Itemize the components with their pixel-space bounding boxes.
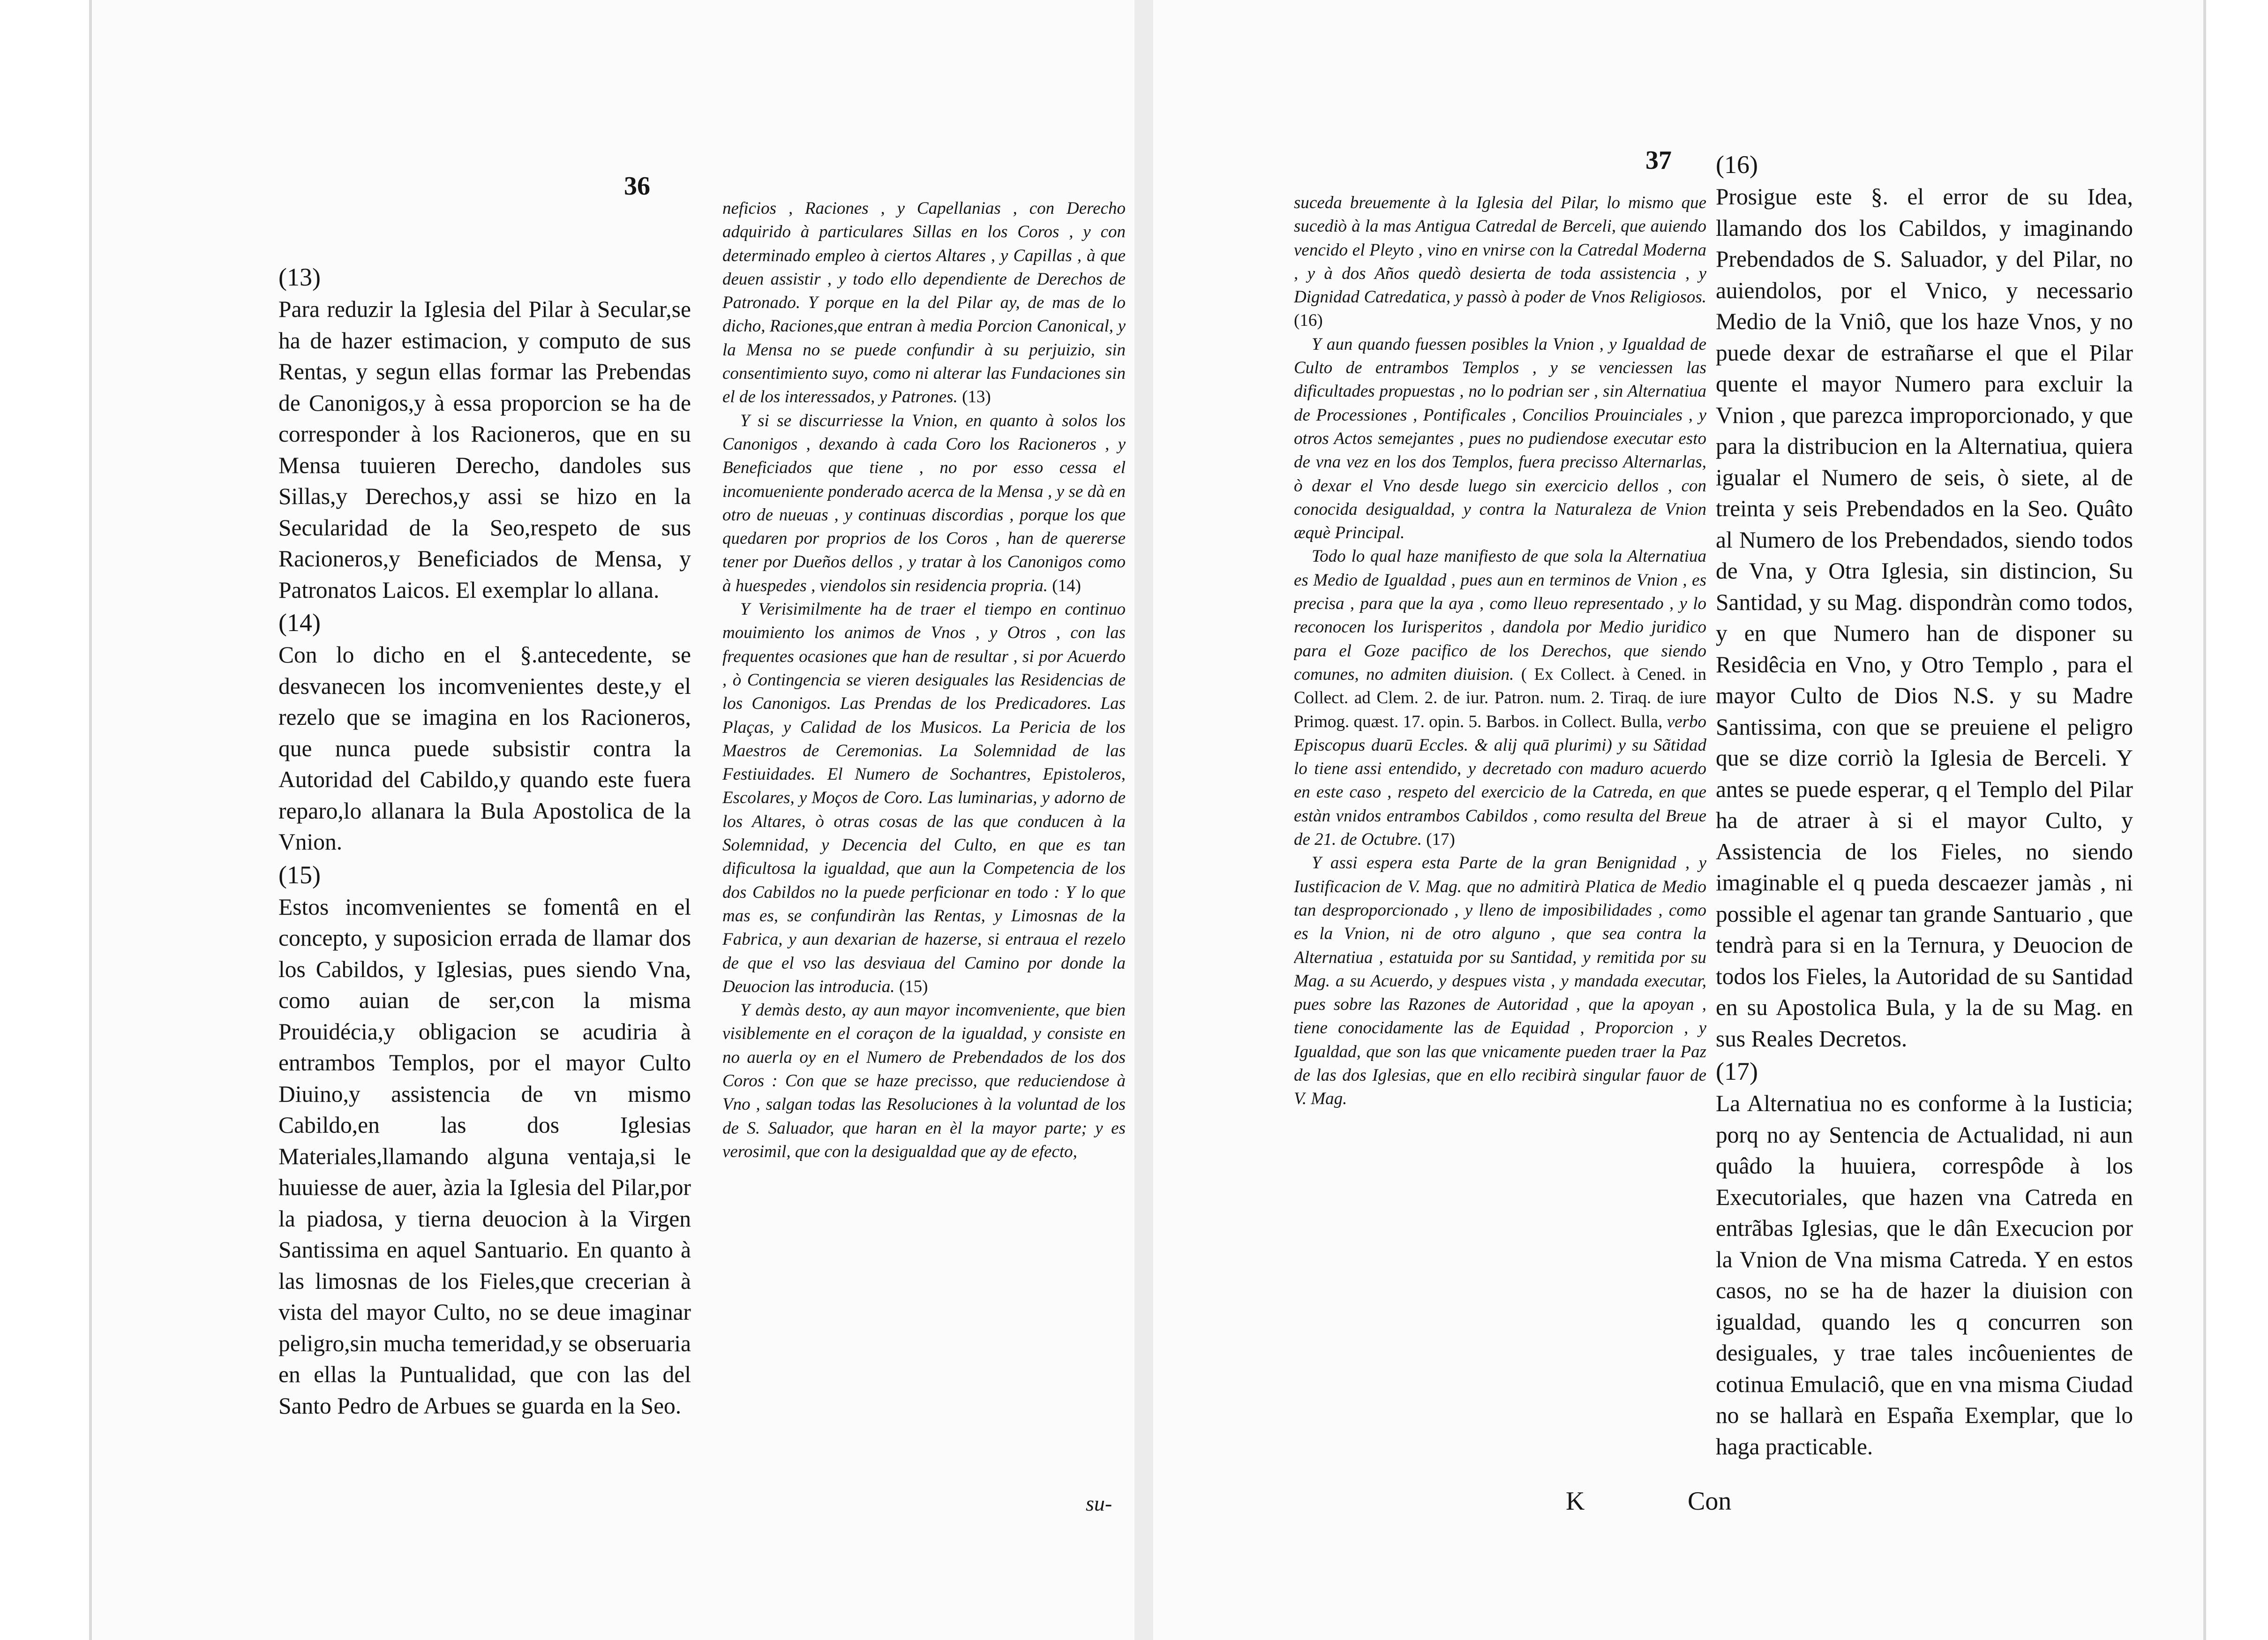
paragraph-text: suceda breuemente à la Iglesia del Pilar, lo mismo que sucediò à la mas Antigua Catredal de Berceli, que auiendo vencido el Pleyto , vino en vnirse con la Catredal Moderna , y à dos Años quedò desierta de toda assistencia , y Dignidad Catredatica, y passò à poder de Vnos Religiosos. — [1294, 193, 1706, 307]
paragraph — [1294, 191, 1706, 333]
paragraph-text: Estos incomvenientes se fomentâ en el concepto, y suposicion errada de llamar dos los Cabildos, y Iglesias, pues siendo Vna, como auian de ser,con la misma Prouidécia,y obligacion se acudiria à entrambos Templos, por el mayor Culto Diuino,y assistencia de vn mismo Cabildo,en las dos Iglesias Materiales,llamando alguna ventaja,si le huuiesse de auer, àzia la Iglesia del Pilar,por la piadosa, y tierna deuocion à la Virgen Santissima en aquel Santuario. En quanto à las limosnas de los Fieles,que crecerian à vista del mayor Culto, no se deue imaginar peligro,sin mucha temeridad,y se obseruaria en ellas la Puntualidad, que con las del Santo Pedro de Arbues se guarda en la Seo. — [278, 894, 691, 1419]
page-number-left: 36 — [624, 172, 650, 201]
right-column-roman — [1716, 148, 2133, 1470]
book-gutter — [1134, 0, 1153, 1640]
catchword-left: su- — [1086, 1491, 1112, 1515]
section-number: (15) — [278, 860, 321, 889]
section-number: (14) — [278, 609, 321, 637]
paragraph — [278, 294, 691, 606]
paragraph — [722, 197, 1126, 409]
citation-text: ( Ex Collect. à Cened. in Collect. ad Clem. 2. de iur. Patron. num. 2. Tiraq. de iure Primog. quæst. 17. opin. 5. Barbos. in Collect. Bulla, — [1294, 664, 1706, 731]
page-number-right: 37 — [1645, 146, 1672, 175]
left-column-italic — [722, 197, 1126, 1500]
paragraph-text: Para reduzir la Iglesia del Pilar à Secular,se ha de hazer estimacion, y computo de sus Rentas, y segun ellas formar las Prebendas de Canonigos,y à essa proporcion se ha de corresponder à los Racioneros, que en su Mensa tuuieren Derecho, dandoles sus Sillas,y Derechos,y assi se hizo en la Secularidad de la Seo,respeto de sus Racioneros,y Beneficiados de Mensa, y Patronatos Laicos. El exemplar lo allana. — [278, 296, 691, 603]
paragraph — [1716, 181, 2133, 1054]
left-column-roman — [278, 260, 691, 1489]
section-marker: (17) — [1426, 830, 1455, 850]
paragraph-text: Y demàs desto, ay aun mayor incomveniente, que bien visiblemente en el coraçon de la igualdad, y consiste en no auerla oy en el Numero de Prebendados de los dos Coros : Con que se haze precisso, que reduciendose à Vno , salgan todas las Resoluciones à la voluntad de los de S. Saluador, que haran en èl la mayor parte; y es verosimil, que con la desigualdad que ay de efecto, — [722, 1001, 1126, 1161]
section-marker: (13) — [962, 387, 991, 407]
paragraph — [1716, 1088, 2133, 1462]
paragraph-text: La Alternatiua no es conforme à la Iusticia; porq no ay Sentencia de Actualidad, ni aun quâdo la huuiera, correspôde à los Executoriales, que hazen vna Catreda en entrãbas Iglesias, que le dân Execucion por la Vnion de Vna misma Catreda. Y en estos casos, no se ha de hazer la diuision con igualdad, quando les q concurren son desiguales, y trae tales incôuenientes de cotinua Emulaciô, que en vna misma Ciudad no se hallarà en España Exemplar, que lo haga practicable. — [1716, 1091, 2133, 1459]
paragraph-text: neficios , Raciones , y Capellanias , con Derecho adquirido à particulares Sillas en los Coros , y con determinado empleo à ciertos Altares , y Capillas , à que deuen assistir , y todo ello dependiente de Derechos de Patronado. Y porque en la del Pilar ay, de mas de lo dicho, Raciones,que entran à media Porcion Canonical, y la Mensa no se puede confundir à su perjuizio, sin consentimiento suyo, como ni alterar las Fundaciones sin el de los interessados, y Patrones. — [722, 199, 1126, 407]
paragraph-text: Y Verisimilmente ha de traer el tiempo en continuo mouimiento los animos de Vnos , y Otros , con las frequentes ocasiones que han de resultar , si por Acuerdo , ò Contingencia se vieren desiguales las Residencias de los Canonigos. Las Prendas de los Predicadores. Las Plaças, y Calidad de los Musicos. La Pericia de los Maestros de Ceremonias. La Solemnidad de las Festiuidades. El Numero de Sochantres, Epistoleros, Escolares, y Moços de Coro. Las luminarias, y adorno de los Altares, ò otras cosas de las que conducen à la Solemnidad, y Decencia del Culto, en que es tan dificultosa la igualdad, que aun la Competencia de los dos Cabildos no la puede perficionar en todo : Y lo que mas es, se confundiràn las Rentas, y Limosnas de la Fabrica, y aun dexarian de hazerse, si entraua el rezelo de que el vso las desviaua del Camino por donde la Deuocion las introducia. — [722, 600, 1126, 996]
paragraph-text: Prosigue este §. el error de su Idea, llamando dos los Cabildos, y imaginando Prebendados de S. Saluador, y del Pilar, no auiendolos, por el Vnico, y necessario Medio de la Vniô, que los haze Vnos, y no puede dexar de estrañarse el que el Pilar quente el mayor Numero para excluir la Vnion , que parezca improporcionado, y que para la distribucion en la Alternatiua, quiera igualar el Numero de seis, ò siete, al de treinta y seis Prebendados en la Seo. Quâto al Numero de los Prebendados, siendo todos de Vna, y Otra Iglesia, sin distincion, Su Santidad, y su Mag. dispondràn como todos, y en que Numero han de disponer su Residêcia en Vno, y Otro Templo , para el mayor Culto de Dios N.S. y su Madre Santissima, con que se preuiene el peligro que se dize corriò la Iglesia de Berceli. Y antes se puede esperar, q el Templo del Pilar ha de atraer à si el mayor Culto, y Assistencia de los Fieles, no siendo imaginable el q pueda descaezer jamàs , ni possible el agenar tan grande Santuario , que tendrà para si en la Ternura, y Deuocion de todos los Fieles, la Autoridad de su Santidad en su Apostolica Bula, y la de su Mag. en sus Reales Decretos. — [1716, 184, 2133, 1052]
signature-mark: K — [1566, 1487, 1585, 1516]
paragraph-text: verbo Episcopus duarū Eccles. & alij quā plurimi) y su Sãtidad lo tiene assi entendido, y decretado con maduro acuerdo en este caso , respeto del exercicio de la Catreda, en que estàn vnidos entrambos Cabildos , como resulta del Breue de 21. de Octubre. — [1294, 712, 1706, 850]
paragraph — [722, 409, 1126, 598]
paragraph — [1294, 545, 1706, 851]
paragraph — [278, 639, 691, 858]
section-number: (13) — [278, 263, 321, 291]
right-page — [1153, 0, 2206, 1640]
paragraph — [1294, 333, 1706, 545]
section-marker: (16) — [1294, 311, 1323, 331]
catchword-right: Con — [1688, 1487, 1732, 1516]
paragraph-text: Con lo dicho en el §.antecedente, se desvanecen los incomvenientes deste,y el rezelo que se imagina en los Racioneros, que nunca puede subsistir contra la Autoridad del Cabildo,y quando este fuera reparo,lo allanara la Bula Apostolica de la Vnion. — [278, 642, 691, 855]
left-page — [89, 0, 1137, 1640]
paragraph — [722, 598, 1126, 999]
paragraph-text: Y assi espera esta Parte de la gran Benignidad , y Iustificacion de V. Mag. que no admitirà Platica de Medio tan desproporcionado , y lleno de imposibilidades , como es la Vnion, ni de otro alguno , que sea contra la Alternatiua , estatuida por su Santidad, y remitida por su Mag. a su Acuerdo, y despues vista , y mandada executar, pues sobre las Razones de Autoridad , que la apoyan , tiene conocidamente las de Equidad , Proporcion , y Igualdad, que son las que vnicamente pueden traer la Paz de las dos Iglesias, que en ello recibirà singular fauor de V. Mag. — [1294, 853, 1706, 1109]
section-marker: (14) — [1052, 576, 1081, 595]
paragraph — [278, 892, 691, 1422]
paragraph-text: Todo lo qual haze manifiesto de que sola la Alternatiua es Medio de Igualdad , pues aun en terminos de Vnion , es precisa , para que la aya , como lleuo representado , y lo reconocen los Iurisperitos , dandola por Medio juridico para el Goze pacifico de los Derechos, que siendo comunes, no admiten diuision. — [1294, 547, 1706, 684]
section-number: (17) — [1716, 1057, 1758, 1085]
paragraph-text: Y si se discurriesse la Vnion, en quanto à solos los Canonigos , dexando à cada Coro los Racioneros , y Beneficiados que tiene , no por esso cessa el incomueniente ponderado acerca de la Mensa , y se dà en otro de nueuas , y continuas discordias , porque los que quedaren por proprios de los Coros , han de quererse tener por Dueños dellos , y tratar à los Canonigos como à huespedes , viendolos sin residencia propria. — [722, 411, 1126, 595]
right-column-italic — [1294, 191, 1706, 1448]
paragraph — [722, 999, 1126, 1164]
section-number: (16) — [1716, 150, 1758, 179]
paragraph — [1294, 851, 1706, 1111]
section-marker: (15) — [899, 977, 928, 996]
paragraph-text: Y aun quando fuessen posibles la Vnion , y Igualdad de Culto de entrambos Templos , y se venciessen las dificultades propuestas , no lo podrian ser , sin Alternatiua de Processiones , Pontificales , Concilios Prouinciales , y otros Actos semejantes , pues no pudiendose executar esto de vna vez en los dos Templos, fuera precisso Alternarlas, ò dexar el Vno desde luego sin exercicio dellos , con conocida desigualdad, y contra la Naturaleza de Vnion æquè Principal. — [1294, 334, 1706, 543]
